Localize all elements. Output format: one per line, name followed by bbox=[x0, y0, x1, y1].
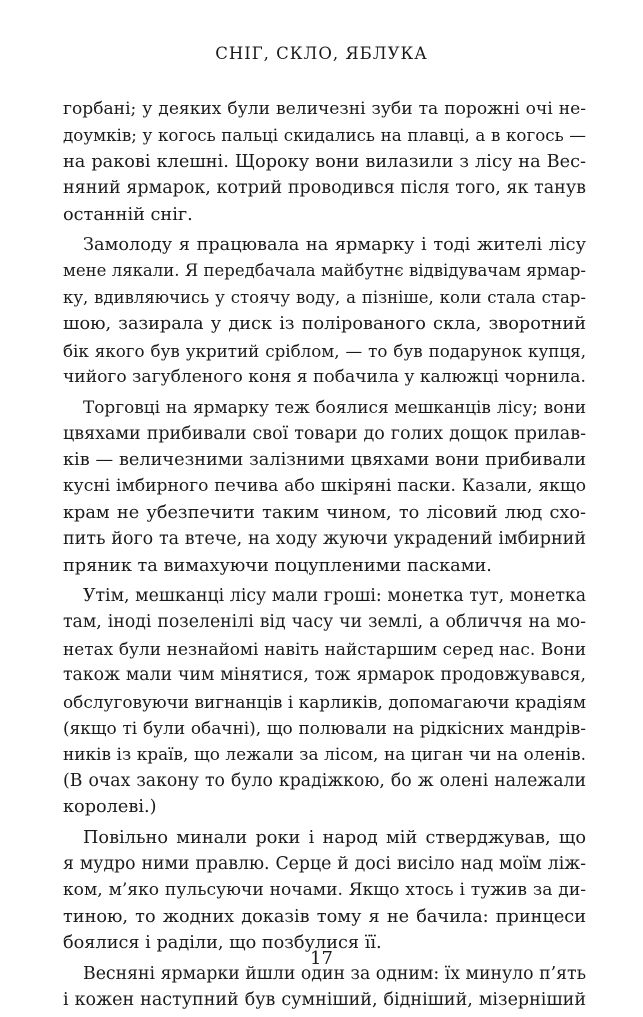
paragraph bbox=[63, 825, 586, 957]
running-title: СНІГ, СКЛО, ЯБЛУКА bbox=[215, 44, 428, 63]
paragraph bbox=[63, 583, 586, 821]
text-line: бік якого був укритий сріблом, — то був подарунок купця, bbox=[63, 340, 586, 361]
text-line: Утім, мешканці лісу мали гроші: монетка тут, монетка bbox=[83, 586, 586, 607]
text-line: горбані; у деяких були величезні зуби та порожні очі не- bbox=[63, 99, 586, 119]
text-line: також мали чим мінятися, тож ярмарок продовжувався, bbox=[63, 665, 586, 686]
paragraph bbox=[63, 96, 586, 228]
text-line: і кожен наступний був сумніший, бідніший, мізерніший bbox=[63, 989, 586, 1010]
text-line: пряник та вимахуючи поцупленими пасками. bbox=[63, 555, 492, 576]
text-line: (В очах закону то було крадіжкою, бо ж олені належали bbox=[63, 770, 586, 791]
text-line: тиною, то жодних доказів тому я не бачила: принцеси bbox=[63, 906, 586, 927]
text-line: цвяхами прибивали свої товари до голих дощок прилав- bbox=[63, 423, 586, 444]
text-line: мене лякали. Я передбачала майбутнє відвідувачам ярмар- bbox=[63, 261, 586, 281]
body-text bbox=[63, 96, 586, 1017]
text-line: Повільно минали роки і народ мій стверджував, що bbox=[83, 827, 586, 848]
text-line: ків — величезними залізними цвяхами вони прибивали bbox=[63, 450, 586, 471]
text-line: ників із країв, що лежали за лісом, на циган чи на оленів. bbox=[63, 744, 586, 765]
text-line: я мудро ними правлю. Серце й досі висіло над моїм ліж- bbox=[63, 853, 586, 874]
text-line: на ракові клешні. Щороку вони вилазили з лісу на Вес- bbox=[63, 151, 586, 172]
paragraph bbox=[63, 232, 586, 390]
paragraph bbox=[63, 394, 586, 579]
text-line: там, іноді позеленілі від часу чи землі, а обличчя на мо- bbox=[63, 612, 586, 633]
text-line: ку, вдивляючись у стоячу воду, а пізніше, коли стала стар- bbox=[63, 287, 586, 307]
text-line: чийого загубленого коня я побачила у калюжці чорнила. bbox=[63, 366, 586, 387]
text-line: Замолоду я працювала на ярмарку і тоді жителі лісу bbox=[83, 234, 586, 255]
text-line: доумків; у когось пальці скидались на плавці, а в когось — bbox=[63, 125, 586, 146]
text-line: крам не убезпечити таким чином, то лісовий люд схо- bbox=[63, 502, 586, 523]
text-line: пить його та втече, на ходу жуючи украдений імбирний bbox=[63, 529, 586, 550]
page-number: 17 bbox=[310, 948, 333, 969]
text-line: кусні імбирного печива або шкіряні паски. Казали, якщо bbox=[63, 476, 586, 497]
text-line: (якщо ті були обачні), що полювали на рідкісних мандрів- bbox=[63, 717, 586, 738]
text-line: нетах були незнайомі навіть найстаршим серед нас. Вони bbox=[63, 638, 586, 659]
text-line: Весняні ярмарки йшли один за одним: їх минуло п’ять bbox=[83, 963, 586, 984]
text-line: обслуговуючи вигнанців і карликів, допомагаючи крадіям bbox=[63, 691, 586, 712]
text-line: шою, зазирала у диск із полірованого скла, зворотний bbox=[63, 314, 586, 335]
text-line: боялися і раділи, що позбулися її. bbox=[63, 933, 382, 954]
text-line: ком, м’яко пульсуючи ночами. Якщо хтось і тужив за ди- bbox=[63, 880, 586, 901]
text-line: Торговці на ярмарку теж боялися мешканців лісу; вони bbox=[83, 397, 586, 418]
text-line: королеві.) bbox=[63, 797, 157, 818]
text-line: няний ярмарок, котрий проводився після того, як танув bbox=[63, 178, 586, 199]
text-line: останній сніг. bbox=[63, 204, 193, 225]
